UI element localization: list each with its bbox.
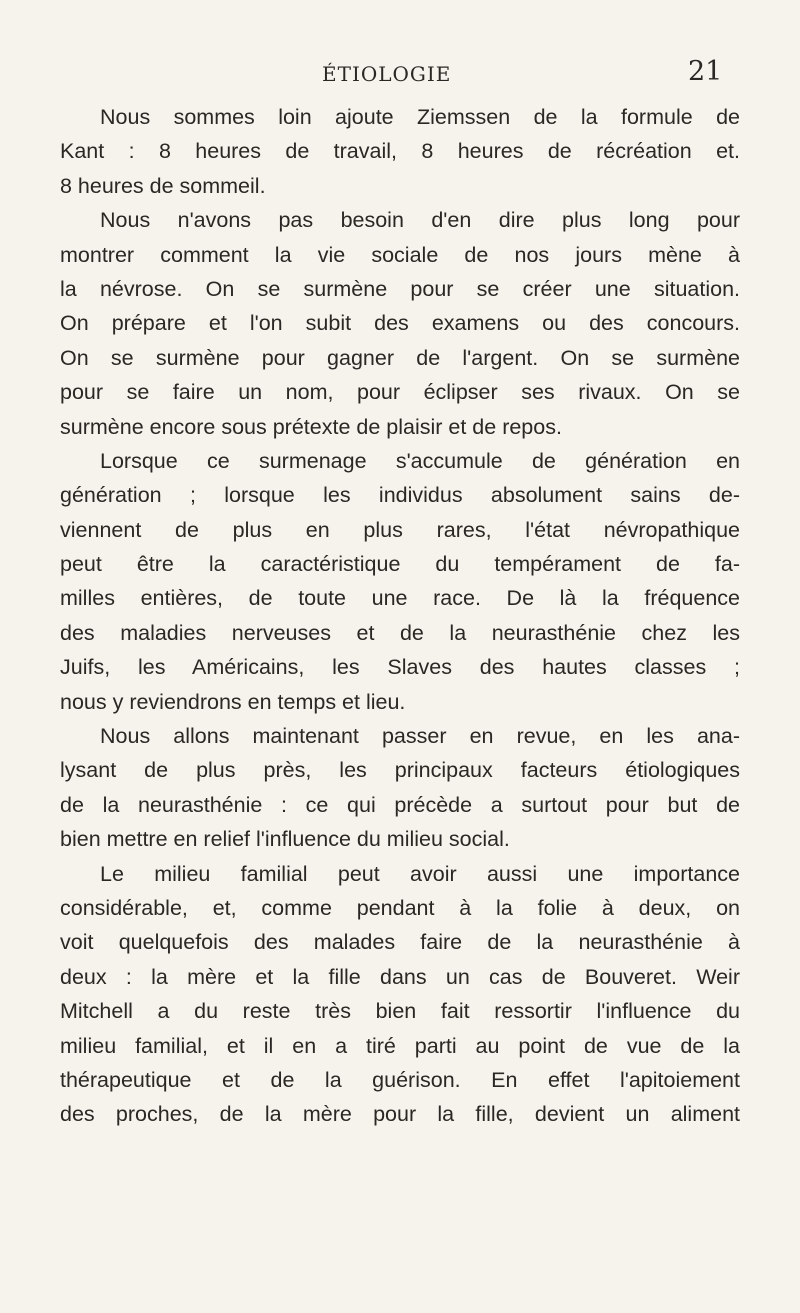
text-line: surmène encore sous prétexte de plaisir et de repos. [60,414,562,439]
text-line: Kant : 8 heures de travail, 8 heures de récréation et. [60,139,740,164]
text-line: pour se faire un nom, pour éclipser ses rivaux. On se [60,380,740,405]
paragraph [60,857,740,1132]
paragraph [60,444,740,719]
paragraph [60,203,740,444]
text-line: des maladies nerveuses et de la neurasthénie chez les [60,620,740,645]
text-line: peut être la caractéristique du tempérament de fa- [60,552,740,577]
text-line: On se surmène pour gagner de l'argent. On se surmène [60,345,740,370]
text-line: Lorsque ce surmenage s'accumule de génération en [100,448,740,473]
paragraph [60,100,740,203]
text-line: 8 heures de sommeil. [60,173,266,198]
body-text [60,100,740,1132]
text-line: montrer comment la vie sociale de nos jours mène à [60,242,740,267]
text-line: On prépare et l'on subit des examens ou des concours. [60,311,740,336]
text-line: milieu familial, et il en a tiré parti au point de vue de la [60,1033,740,1058]
paragraph [60,719,740,857]
text-line: Nous allons maintenant passer en revue, en les ana- [100,724,740,749]
text-line: considérable, et, comme pendant à la folie à deux, on [60,895,740,920]
text-line: Le milieu familial peut avoir aussi une importance [100,861,740,886]
text-line: de la neurasthénie : ce qui précède a surtout pour but de [60,792,740,817]
text-line: voit quelquefois des malades faire de la neurasthénie à [60,930,740,955]
text-line: bien mettre en relief l'influence du milieu social. [60,827,510,852]
text-line: la névrose. On se surmène pour se créer une situation. [60,276,740,301]
page-number: 21 [688,56,723,87]
text-line: deux : la mère et la fille dans un cas de Bouveret. Weir [60,964,740,989]
text-line: thérapeutique et de la guérison. En effet l'apitoiement [60,1067,740,1092]
text-line: Mitchell a du reste très bien fait ressortir l'influence du [60,999,740,1024]
text-line: Nous n'avons pas besoin d'en dire plus long pour [100,208,740,233]
text-line: lysant de plus près, les principaux facteurs étiologiques [60,758,740,783]
running-head [0,56,800,96]
text-line: Juifs, les Américains, les Slaves des hautes classes ; [60,655,740,680]
text-line: nous y reviendrons en temps et lieu. [60,689,406,714]
text-line: milles entières, de toute une race. De là la fréquence [60,586,740,611]
text-line: génération ; lorsque les individus absolument sains de- [60,483,740,508]
text-line: viennent de plus en plus rares, l'état névropathique [60,517,740,542]
text-line: des proches, de la mère pour la fille, devient un aliment [60,1102,740,1127]
text-line: Nous sommes loin ajoute Ziemssen de la formule de [100,105,740,129]
running-title: ÉTIOLOGIE [322,62,452,86]
